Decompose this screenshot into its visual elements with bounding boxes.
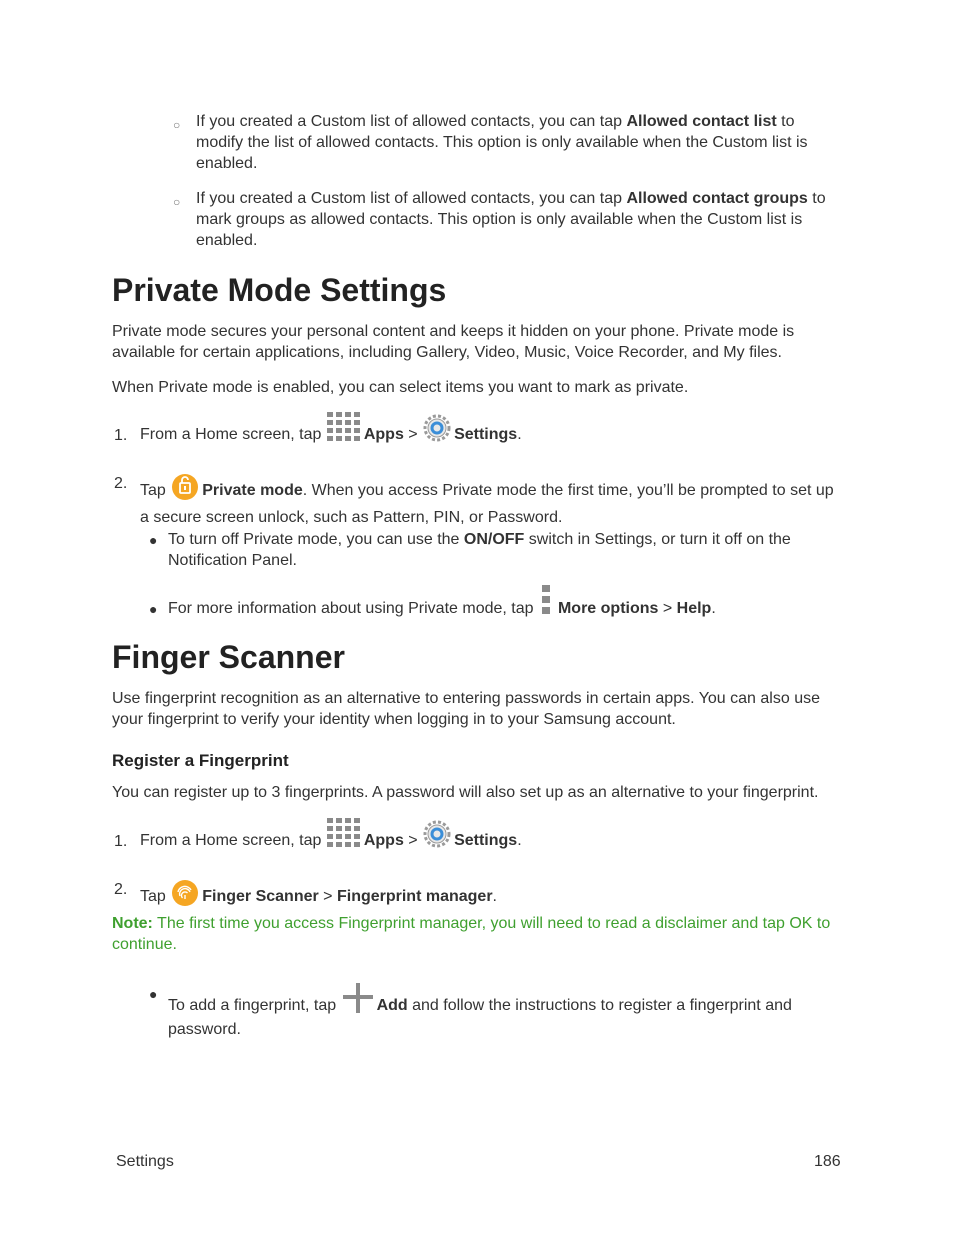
text: For more information about using Private mode, tap (168, 600, 538, 617)
bold-term: Add (376, 997, 408, 1014)
finger-step-1 (140, 817, 840, 863)
bold-term: Allowed contact list (626, 113, 777, 130)
text: to modify the list of allowed contacts. This option is only available when the Custom list is enabled. (196, 113, 808, 172)
private-mode-intro: Private mode secures your personal content and keeps it hidden on your phone. Private mode is available for certain applications, including Gallery, Video, Music, Voice Recorder, and My files. (112, 323, 795, 361)
settings-label: Settings (454, 426, 518, 443)
text: . (517, 832, 522, 849)
fingerprint-icon (170, 879, 200, 913)
text: . When you access Private mode the first time, you’ll be prompted to set up a secure screen unlock, such as Pattern, PIN, or Password. (140, 482, 834, 526)
text: From a Home screen, tap (140, 426, 326, 443)
bold-term: Private mode (202, 482, 303, 499)
step-number: 2. (114, 475, 128, 492)
step-number: 1. (114, 833, 128, 850)
text: . (711, 600, 716, 617)
private-bullet-more-options (168, 584, 848, 630)
private-step-1 (140, 411, 840, 457)
private-step-2 (140, 473, 840, 528)
bullet-marker: ● (149, 986, 158, 1002)
finger-step-2 (140, 879, 840, 913)
bold-term: ON/OFF (463, 531, 525, 548)
bold-term: Finger Scanner (202, 888, 319, 905)
heading-finger-scanner: Finger Scanner (112, 639, 345, 675)
finger-scanner-intro: Use fingerprint recognition as an alternative to entering passwords in certain apps. You can also use your fingerprint to verify your identity when logging in to your Samsung account. (112, 690, 820, 728)
text: If you created a Custom list of allowed contacts, you can tap (196, 113, 627, 130)
text: . (492, 888, 497, 905)
private-bullet-on-off (168, 529, 848, 571)
more-options-icon (540, 584, 552, 630)
text: To add a fingerprint, tap (168, 997, 341, 1014)
apps-grid-icon (326, 411, 362, 457)
apps-grid-icon (326, 817, 362, 863)
settings-gear-icon (422, 413, 452, 457)
heading-private-mode-settings: Private Mode Settings (112, 272, 447, 308)
separator: > (403, 832, 423, 849)
private-mode-icon (170, 473, 200, 507)
text: switch in Settings, or turn it off on the Notification Panel. (168, 531, 791, 569)
text: Tap (140, 482, 171, 499)
text: To turn off Private mode, you can use the (168, 531, 464, 548)
text: If you created a Custom list of allowed contacts, you can tap (196, 190, 627, 207)
apps-label: Apps (363, 426, 404, 443)
sub-bullet-marker: ○ (173, 118, 181, 132)
bold-term: Allowed contact groups (626, 190, 808, 207)
text: Tap (140, 888, 171, 905)
text: . (517, 426, 522, 443)
bullet-marker: ● (149, 532, 158, 548)
settings-label: Settings (454, 832, 518, 849)
add-plus-icon (341, 983, 375, 1019)
separator: > (658, 600, 677, 617)
note-text: The first time you access Fingerprint manager, you will need to read a disclaimer and tap OK to continue. (112, 915, 831, 953)
footer-page-number: 186 (814, 1153, 841, 1170)
separator: > (318, 888, 337, 905)
settings-gear-icon (422, 819, 452, 863)
text: From a Home screen, tap (140, 832, 326, 849)
sub-bullet-allowed-contact-list (196, 111, 836, 174)
bullet-marker: ● (149, 601, 158, 617)
subheading-register-fingerprint: Register a Fingerprint (112, 751, 289, 770)
step-number: 2. (114, 881, 128, 898)
finger-scanner-para: You can register up to 3 fingerprints. A password will also set up as an alternative to your fingerprint. (112, 784, 819, 801)
sub-bullet-marker: ○ (173, 195, 181, 209)
private-mode-para: When Private mode is enabled, you can select items you want to mark as private. (112, 379, 689, 396)
step-number: 1. (114, 427, 128, 444)
note (112, 913, 837, 955)
apps-label: Apps (363, 832, 404, 849)
separator: > (403, 426, 423, 443)
finger-bullet-add (168, 983, 848, 1040)
text: to mark groups as allowed contacts. This option is only available when the Custom list is enabled. (196, 190, 826, 249)
sub-bullet-allowed-contact-groups (196, 188, 841, 251)
text: and follow the instructions to register a fingerprint and password. (168, 997, 792, 1038)
bold-term: Help (676, 600, 712, 617)
bold-term: More options (557, 600, 659, 617)
bold-term: Fingerprint manager (336, 888, 493, 905)
note-label: Note: (112, 915, 153, 932)
footer-section: Settings (116, 1153, 174, 1170)
